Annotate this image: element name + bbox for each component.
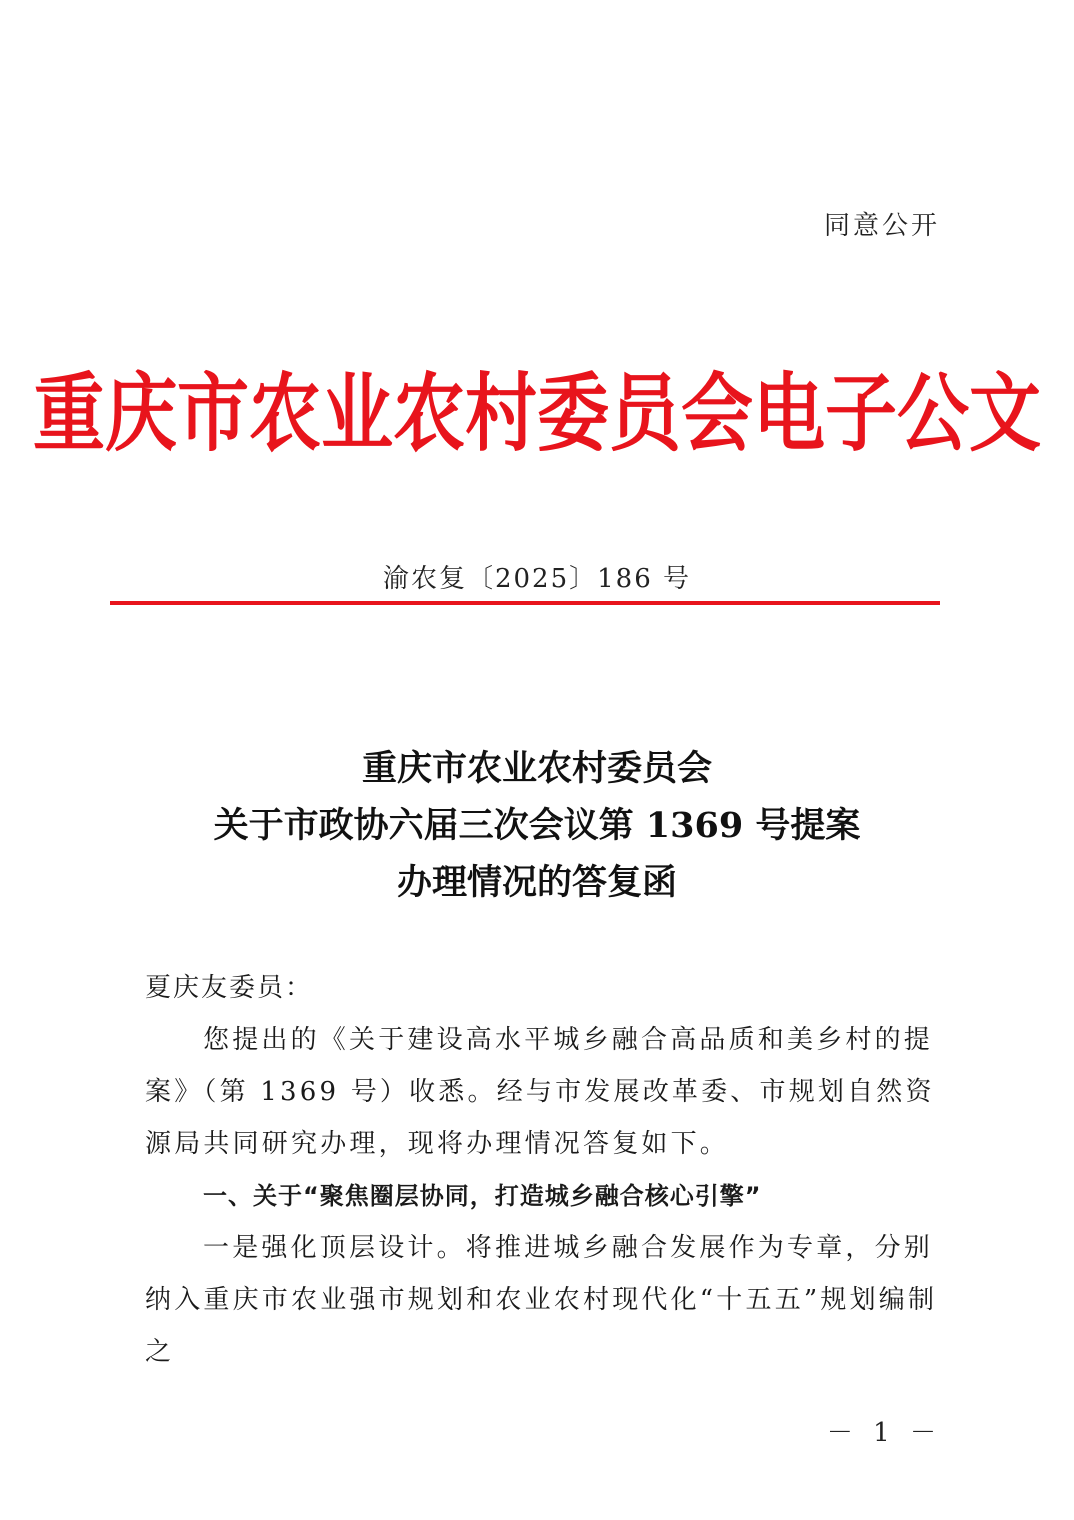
masthead-title: 重庆市农业农村委员会电子公文 [32,363,1041,463]
paragraph-intro: 您提出的《关于建设高水平城乡融合高品质和美乡村的提案》（第 1369 号）收悉。经与市发展改革委、市规划自然资源局共同研究办理，现将办理情况答复如下。 [145,1025,935,1159]
salutation: 夏庆友委员： [145,973,314,1003]
disclosure-label: 同意公开 [823,211,940,241]
letter-body [145,962,941,1378]
red-divider-line [110,601,940,605]
paragraph-section-1: 一是强化顶层设计。将推进城乡融合发展作为专章，分别纳入重庆市农业强市规划和农业农村现代化“十五五”规划编制之 [145,1233,938,1367]
title-line-1: 重庆市农业农村委员会 [361,748,712,789]
title-line-2: 关于市政协六届三次会议第 1369 号提案 [213,805,861,846]
page-number: － 1 － [826,1418,942,1448]
document-number: 渝农复〔2025〕186 号 [382,564,692,594]
document-title [0,740,1074,911]
section-heading-1: 一、关于“聚焦圈层协同，打造城乡融合核心引擎” [203,1182,762,1210]
title-line-3: 办理情况的答复函 [396,862,677,903]
